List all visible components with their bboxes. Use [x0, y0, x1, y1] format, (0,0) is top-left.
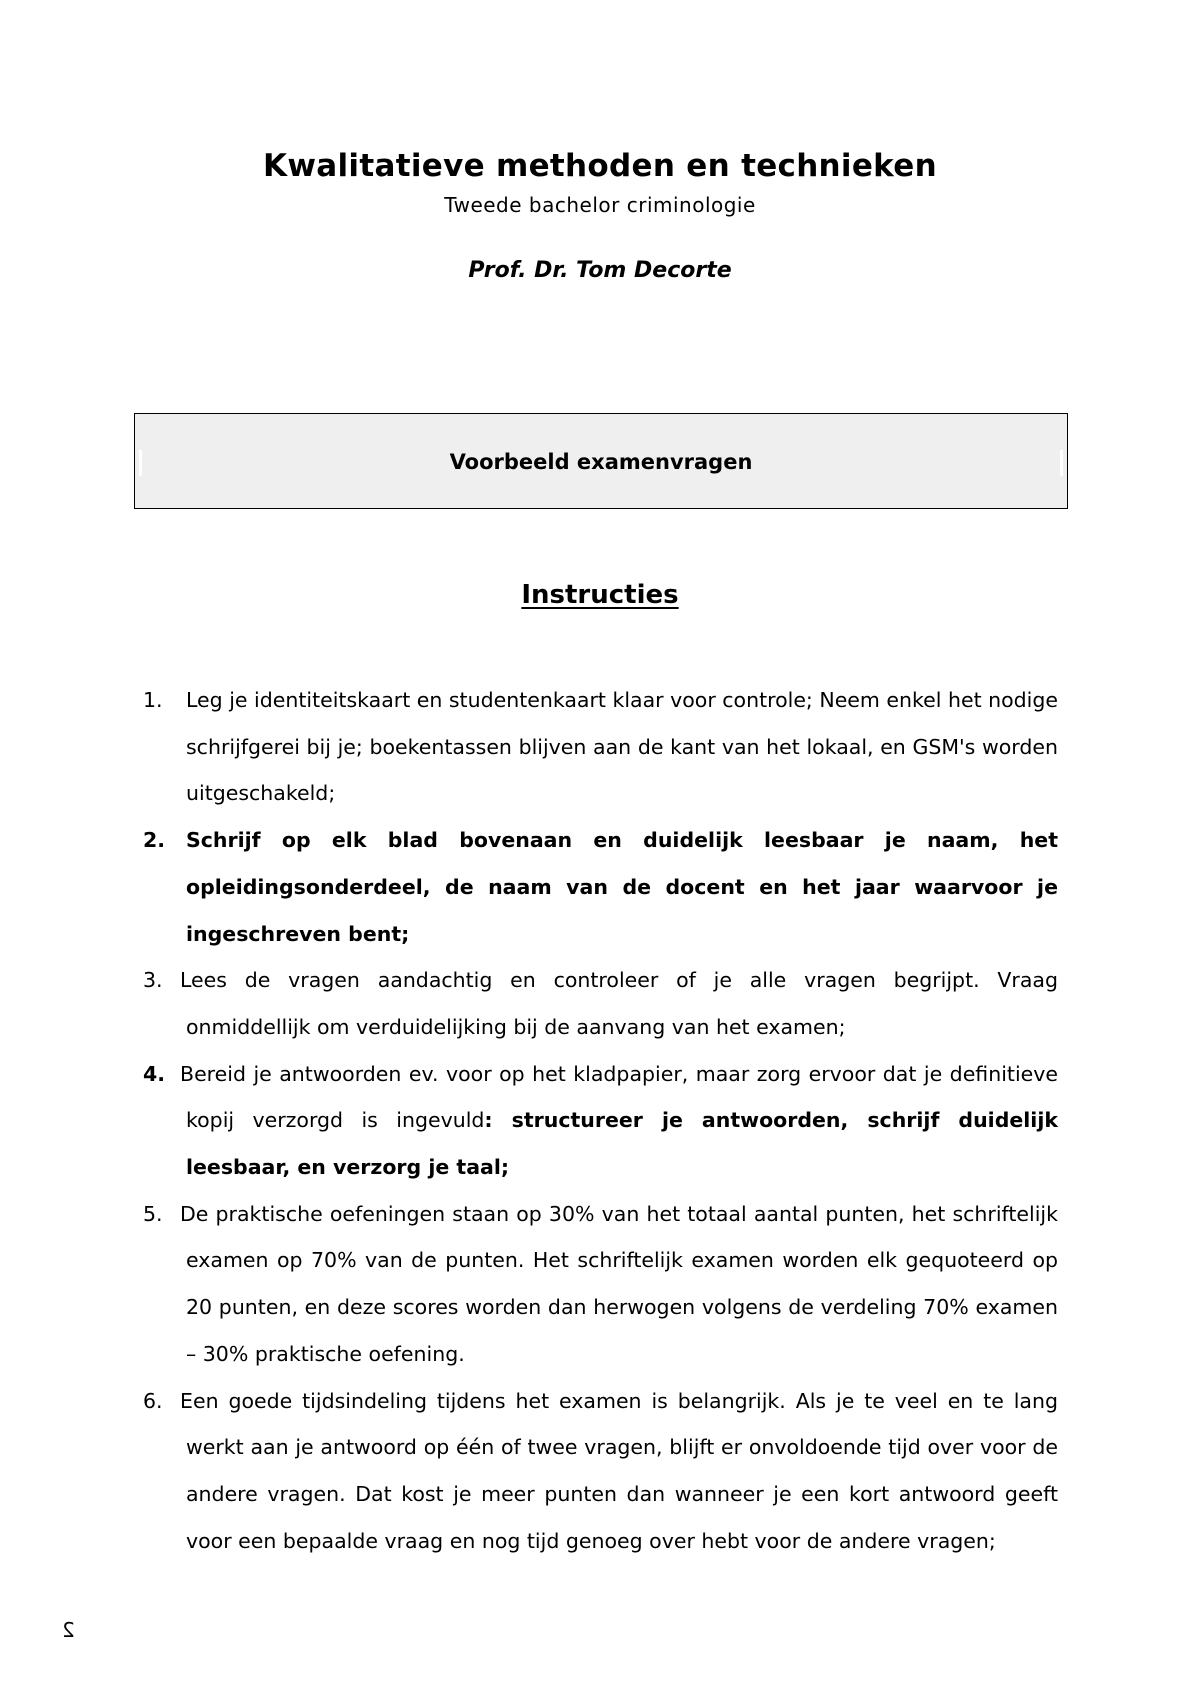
document-title: Kwalitatieve methoden en technieken [263, 148, 937, 184]
instruction-text: Schrijf op elk blad bovenaan en duidelijk leesbaar je naam, het opleidingsonderdeel, de naam van de docent en het jaar waarvoor je ingeschreven bent; [186, 828, 1058, 946]
instruction-item-4 [0, 1051, 1200, 1191]
instruction-number: 4. [143, 1061, 166, 1086]
instruction-number: 5. [143, 1201, 163, 1226]
instructions-list [0, 677, 1200, 1564]
exam-box [134, 413, 1068, 509]
instruction-item-5 [0, 1191, 1200, 1378]
instruction-text-plain: Bereid je antwoorden ev. voor op het kladpapier, maar zorg ervoor dat je definitieve kopij verzorgd is ingevuld [180, 1061, 1058, 1133]
instruction-number: 2. [143, 828, 166, 853]
instruction-item-3 [0, 957, 1200, 1050]
exam-box-label: Voorbeeld examenvragen [449, 450, 753, 474]
document-subtitle: Tweede bachelor criminologie [444, 193, 756, 217]
instruction-text: De praktische oefeningen staan op 30% van het totaal aantal punten, het schriftelijk examen op 70% van de punten. Het schriftelijk examen worden elk gequoteerd op 20 punten, en deze scores worden dan herwogen volgens de verdeling 70% examen – 30% praktische oefening. [180, 1201, 1058, 1366]
instructions-heading: Instructies [521, 580, 679, 610]
instruction-text: Lees de vragen aandachtig en controleer of je alle vragen begrijpt. Vraag onmiddellijk om verduidelijking bij de aanvang van het examen; [180, 968, 1058, 1039]
page-number: 2 [62, 1618, 75, 1642]
document-author: Prof. Dr. Tom Decorte [468, 258, 732, 283]
instruction-item-1 [0, 677, 1200, 817]
instruction-number: 1. [143, 688, 163, 712]
instruction-text: Een goede tijdsindeling tijdens het examen is belangrijk. Als je te veel en te lang werkt aan je antwoord op één of twee vragen, blijft er onvoldoende tijd over voor de andere vragen. Dat kost je meer punten dan wanneer je een kort antwoord geeft voor een bepaalde vraag en nog tijd genoeg over hebt voor de andere vragen; [180, 1388, 1058, 1553]
instruction-text-emphasis: : structureer je antwoorden, schrijf duidelijk leesbaar, en verzorg je taal; [186, 1108, 1058, 1180]
instruction-number: 6. [143, 1388, 163, 1413]
instruction-item-2 [0, 817, 1200, 957]
instruction-text [180, 1051, 1058, 1191]
instruction-number: 3. [143, 968, 163, 993]
instruction-text: Leg je identiteitskaart en studentenkaart klaar voor controle; Neem enkel het nodige schrijfgerei bij je; boekentassen blijven aan de kant van het lokaal, en GSM's worden uitgeschakeld; [186, 688, 1059, 806]
instruction-item-6 [0, 1378, 1200, 1565]
